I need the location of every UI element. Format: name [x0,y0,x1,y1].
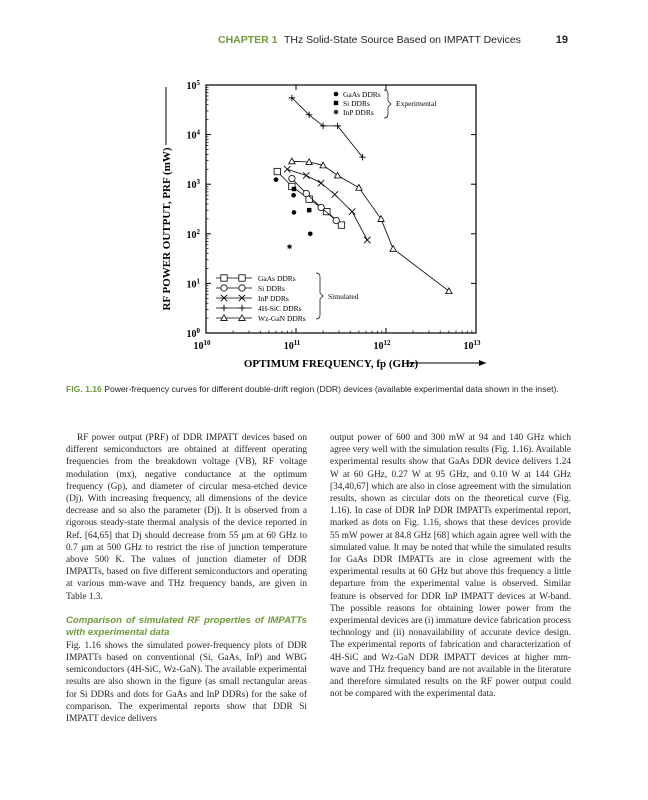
simulated-si-ddrs-point [289,175,295,181]
simulated-inp-ddrs-point [284,166,290,172]
x-axis-arrowhead [479,360,486,366]
simulated-si-ddrs-point [318,204,324,210]
legend-simulated-marker [239,275,245,281]
experimental-gaas-ddrs-point [308,232,313,237]
experimental-gaas-ddrs-point [292,210,297,215]
legend-simulated-group: Simulated [328,292,359,301]
figure-caption-text: Power-frequency curves for different double-drift region (DDR) devices (available experimental data shown in the inset). [104,384,559,394]
simulated-inp-ddrs-point [318,180,324,186]
section-heading: Comparison of simulated RF properties of IMPATTs with experimental data [66,614,307,638]
simulated-wz-gan-ddrs-point [356,185,362,191]
chapter-label: CHAPTER 1 [218,34,278,46]
figure-label: FIG. 1.16 [66,384,102,394]
y-axis-label: RF POWER OUTPUT, PRF (mW) [161,147,173,311]
x-tick-label: $10^{11}$ [283,339,301,352]
legend-simulated-label: Si DDRs [258,284,285,293]
x-axis-label: OPTIMUM FREQUENCY, fp (GHz) [243,358,419,370]
legend-experimental-label: GaAs DDRs [343,90,381,99]
legend-experimental-brace [384,90,391,118]
legend-simulated-brace [316,273,323,319]
y-tick-label: $10^4$ [186,128,200,142]
figure-caption [66,384,586,396]
simulated-wz-gan-ddrs-point [446,288,452,294]
simulated-inp-ddrs-point [303,172,309,178]
simulated-si-ddrs-point [303,190,309,196]
simulated-wz-gan-ddrs-point [378,216,384,222]
y-tick-label: $10^0$ [186,327,200,340]
x-tick-label: $10^{12}$ [373,339,391,352]
right-paragraph-1: output power of 600 and 300 mW at 94 and 140 GHz which agree very well with the simulation results (Fig. 1.16). Available experimental results show that GaAs DDR device delivers 1.24 W at 60 GHz, 0.27 W at 95 GHz, and 0.10 W at 144 GHz [34,40,67] which are also in close agreement with the simulation results, shown as circular dots on the theoretical curve (Fig. 1.16). In case of DDR InP DDR IMPATTs experimental report, marked as dots on Fig. 1.16, shows that these devices provide 55 mW power at 84.8 GHz [68] which again agree well with the simulated value. It may be noted that while the simulated results for GaAs DDR IMPATTs are in close agreement with the experimental results at 60 GHz but above this frequency a little departure from the experimental value is observed. Similar feature is observed for DDR InP IMPATT devices at W-band. The possible reasons for obtaining lower power from the experimental devices are (i) immature device fabrication process technology and (ii) nonavailability of accurate device design. The experimental reports of fabrication and characterization of 4H-SiC and Wz-GaN DDR IMPATT devices at higher mm-wave and THz frequency band are not available in the literature and therefore simulated results on the RF power output could not be compared with the experimental data. [330,433,571,700]
left-paragraph-1: RF power output (PRF) of DDR IMPATT devices based on different semiconductors are obtained at different operating frequencies from the breakdown voltage (VB), RF voltage modulation (mx), negative conductance at the optimum frequency (Gp), and diameter of circular mesa-etched device (Dj). With increasing frequency, all dimensions of the device decrease and so also the parameter (Dj). It is observed from a rigorous steady-state thermal analysis of the device reported in Ref. [64,65] that Dj should decrease from 55 μm at 60 GHz to 0.7 μm at 500 GHz to restrict the rise of junction temperature above 500 K. The values of junction diameter of DDR IMPATTs, based on five different semiconductors and operating at various mm-wave and THz frequency bands, are given in Table 1.3. [66,433,307,602]
simulated-wz-gan-ddrs-point [334,172,340,178]
simulated-wz-gan-ddrs-point [289,158,295,164]
legend-simulated-label: 4H-SiC DDRs [258,304,302,313]
legend-simulated-label: GaAs DDRs [258,274,296,283]
simulated-si-ddrs-point [333,217,339,223]
experimental-gaas-ddrs-point [274,177,279,182]
x-tick-label: $10^{13}$ [463,339,481,352]
right-column [330,432,571,700]
legend-experimental-group: Experimental [396,99,437,108]
simulated-gaas-ddrs-point [338,222,344,228]
simulated-inp-ddrs-line [287,169,367,240]
simulated-gaas-ddrs-point [274,168,280,174]
y-tick-label: $10^2$ [186,227,200,241]
legend-experimental-label: Si DDRs [343,99,370,108]
y-tick-label: $10^5$ [186,79,200,92]
left-paragraph-2: Fig. 1.16 shows the simulated power-frequency plots of DDR IMPATTs based on conventional (Si, GaAs, InP) and WBG semiconductors (4H-SiC, Wz-GaN). The available experimental results are also shown in the figure (as small rectangular areas for Si DDRs and dots for GaAs and InP DDRs) for the sake of comparison. The experimental reports show that DDR Si IMPATT device delivers [66,640,307,725]
simulated-inp-ddrs-point [332,191,338,197]
experimental-inp-ddrs-point [287,244,292,249]
experimental-gaas-ddrs-point [291,193,296,198]
running-head [0,34,648,48]
y-tick-label: $10^1$ [186,277,200,291]
page-number: 19 [555,34,568,46]
x-tick-label: $10^{10}$ [193,339,211,352]
simulated-wz-gan-ddrs-point [390,246,396,252]
y-tick-label: $10^3$ [186,178,200,192]
power-frequency-chart [150,75,490,375]
legend-simulated-marker [221,305,227,311]
left-column [66,432,307,725]
legend-experimental-marker [334,92,339,97]
simulated-wz-gan-ddrs-line [292,161,449,291]
legend-simulated-marker [239,305,245,311]
legend-simulated-marker [221,285,227,291]
legend-experimental-marker [334,110,339,115]
chapter-title: THz Solid-State Source Based on IMPATT Devices [284,34,521,46]
simulated-inp-ddrs-point [349,208,355,214]
experimental-si-ddrs-point [307,208,311,212]
legend-simulated-label: InP DDRs [258,294,289,303]
experimental-si-ddrs-point [292,187,296,191]
simulated-inp-ddrs-point [364,237,370,243]
legend-experimental-label: InP DDRs [343,108,374,117]
legend-simulated-marker [239,285,245,291]
legend-simulated-label: Wz-GaN DDRs [258,314,306,323]
legend-experimental-marker [334,101,338,105]
legend-simulated-marker [221,275,227,281]
